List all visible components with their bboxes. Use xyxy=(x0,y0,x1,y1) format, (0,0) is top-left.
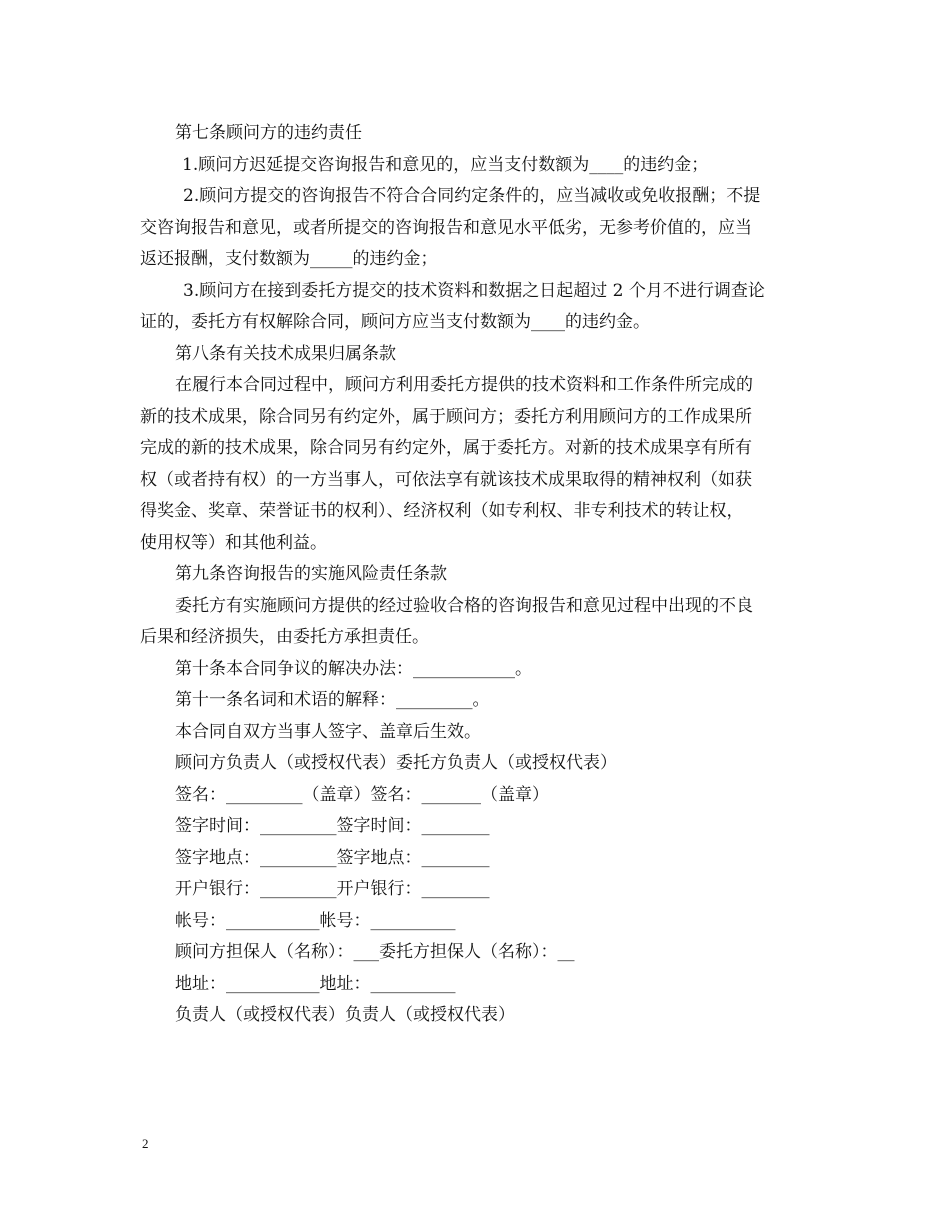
article-9-heading: 第九条咨询报告的实施风险责任条款 xyxy=(175,564,447,584)
article-9-paragraph-cont: 后果和经济损失，由委托方承担责任。 xyxy=(140,627,429,647)
article-7-clause-2-cont: 返还报酬，支付数额为_____的违约金； xyxy=(140,249,438,269)
article-9-paragraph: 委托方有实施顾问方提供的经过验收合格的咨询报告和意见过程中出现的不良 xyxy=(175,595,753,616)
address-line: 地址：___________地址：__________ xyxy=(175,973,456,994)
article-8-paragraph-cont: 完成的新的技术成果，除合同另有约定外，属于委托方。对新的技术成果享有所有 xyxy=(140,438,752,458)
signature-line: 签名：_________（盖章）签名：_______（盖章） xyxy=(175,784,549,805)
article-10-line: 第十条本合同争议的解决办法：____________。 xyxy=(175,658,532,679)
article-8-paragraph-cont: 新的技术成果，除合同另有约定外，属于顾问方；委托方利用顾问方的工作成果所 xyxy=(140,406,752,427)
article-7-heading: 第七条顾问方的违约责任 xyxy=(175,123,362,143)
article-7-clause-2-cont: 交咨询报告和意见，或者所提交的咨询报告和意见水平低劣，无参考价值的，应当 xyxy=(140,217,752,238)
bank-line: 开户银行：_________开户银行：________ xyxy=(175,879,490,899)
article-7-clause-1: 1.顾问方迟延提交咨询报告和意见的，应当支付数额为____的违约金； xyxy=(182,154,709,175)
signatory-header: 顾问方负责人（或授权代表）委托方负责人（或授权代表） xyxy=(175,753,617,773)
guarantor-line: 顾问方担保人（名称）：___委托方担保人（名称）：__ xyxy=(175,942,575,962)
document-body xyxy=(140,118,820,1032)
article-7-clause-3: 3.顾问方在接到委托方提交的技术资料和数据之日起超过 2 个月不进行调查论 xyxy=(183,280,765,301)
representative-line: 负责人（或授权代表）负责人（或授权代表） xyxy=(175,1005,515,1025)
article-8-heading: 第八条有关技术成果归属条款 xyxy=(175,343,396,364)
article-7-clause-2: 2.顾问方提交的咨询报告不符合合同约定条件的，应当减收或免收报酬；不提 xyxy=(183,186,761,206)
article-8-paragraph-cont: 使用权等）和其他利益。 xyxy=(140,532,327,553)
account-line: 帐号：___________帐号：__________ xyxy=(175,910,456,931)
article-8-paragraph-cont: 得奖金、奖章、荣誉证书的权利）、经济权利（如专利权、非专利技术的转让权， xyxy=(140,501,744,521)
page-number: 2 xyxy=(142,1136,149,1151)
article-11-line: 第十一条名词和术语的解释：_________。 xyxy=(175,690,490,710)
signing-place-line: 签字地点：_________签字地点：________ xyxy=(175,847,490,868)
signing-date-line: 签字时间：_________签字时间：________ xyxy=(175,816,490,836)
article-7-clause-3-cont: 证的，委托方有权解除合同，顾问方应当支付数额为____的违约金。 xyxy=(140,312,650,332)
article-8-paragraph: 在履行本合同过程中，顾问方利用委托方提供的技术资料和工作条件所完成的 xyxy=(175,375,753,395)
effective-clause: 本合同自双方当事人签字、盖章后生效。 xyxy=(175,721,481,742)
article-8-paragraph-cont: 权（或者持有权）的一方当事人，可依法享有就该技术成果取得的精神权利（如获 xyxy=(140,469,752,490)
